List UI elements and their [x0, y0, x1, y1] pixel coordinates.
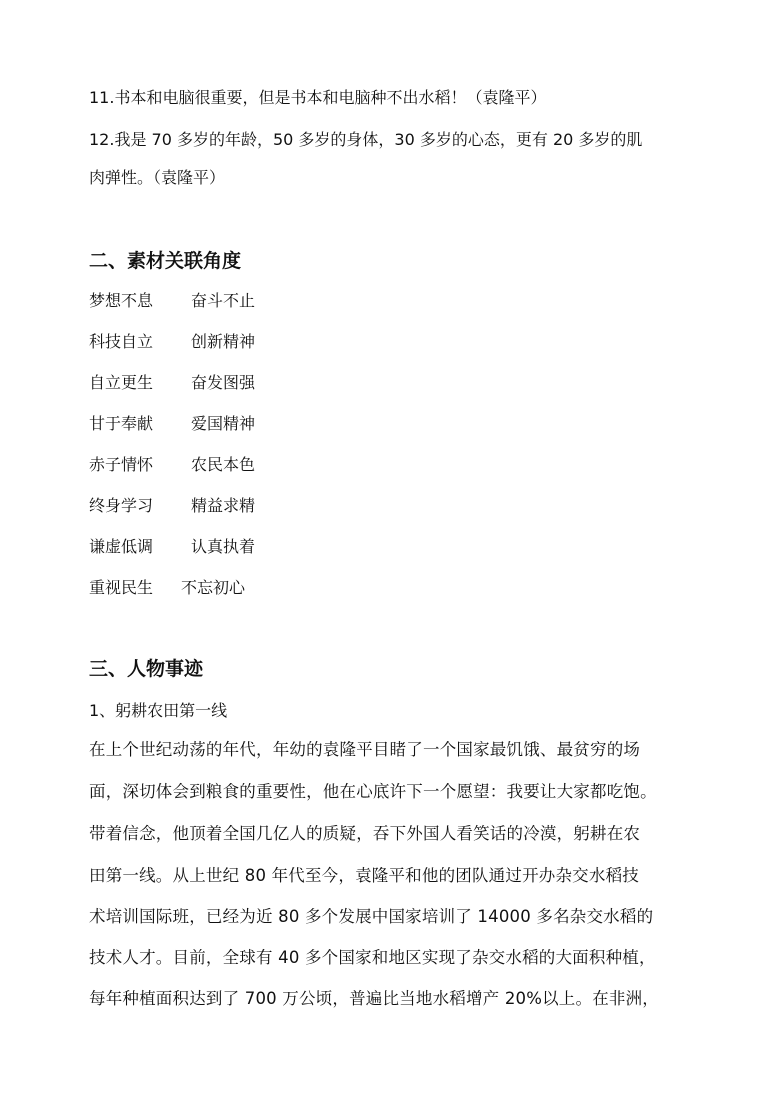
keyword-left: 谦虚低调: [89, 537, 154, 556]
keyword-left: 科技自立: [89, 332, 154, 351]
paragraph-line: 技术人才。目前，全球有 40 多个国家和地区实现了杂交水稻的大面积种植，: [89, 948, 656, 967]
section-3-heading: 三、人物事迹: [89, 658, 204, 680]
keyword-pair: [89, 414, 255, 434]
keyword-right: 创新精神: [191, 332, 256, 351]
quote-11: 11.书本和电脑很重要，但是书本和电脑种不出水稻！（袁隆平）: [89, 88, 547, 107]
paragraph-line: 术培训国际班，已经为近 80 多个发展中国家培训了 14000 多名杂交水稻的: [89, 907, 654, 926]
quote-12-line-1: 12.我是 70 多岁的年龄，50 多岁的身体，30 多岁的心态，更有 20 多岁的肌: [89, 130, 643, 149]
keyword-pair: [89, 373, 255, 393]
keyword-left: 终身学习: [89, 496, 154, 515]
keyword-pair: [89, 455, 255, 475]
paragraph-line: 田第一线。从上世纪 80 年代至今，袁隆平和他的团队通过开办杂交水稻技: [89, 866, 639, 885]
keyword-pair: [89, 291, 255, 311]
keyword-right: 认真执着: [191, 537, 256, 556]
keyword-left: 自立更生: [89, 373, 154, 392]
keyword-pair: [89, 496, 255, 516]
paragraph-line: 每年种植面积达到了 700 万公顷，普遍比当地水稻增产 20%以上。在非洲，: [89, 989, 660, 1008]
paragraph-line: 带着信念，他顶着全国几亿人的质疑，吞下外国人看笑话的冷漠，躬耕在农: [89, 824, 641, 843]
keyword-left: 重视民生: [89, 578, 154, 597]
paragraph-line: 在上个世纪动荡的年代，年幼的袁隆平目睹了一个国家最饥饿、最贫穷的场: [89, 740, 641, 759]
keyword-pair: [89, 332, 255, 352]
keyword-right: 农民本色: [191, 455, 256, 474]
keyword-right: 爱国精神: [191, 414, 256, 433]
keyword-right: 精益求精: [191, 496, 256, 515]
keyword-right: 奋发图强: [191, 373, 256, 392]
keyword-pair: [89, 537, 255, 557]
section-2-heading: 二、素材关联角度: [89, 250, 242, 272]
keyword-pair: [89, 578, 245, 598]
quote-12-line-2: 肉弹性。（袁隆平）: [89, 168, 226, 187]
keyword-right: 奋斗不止: [191, 291, 256, 310]
keyword-right: 不忘初心: [181, 578, 246, 597]
paragraph-line: 面，深切体会到粮食的重要性，他在心底许下一个愿望：我要让大家都吃饱。: [89, 782, 657, 801]
keyword-left: 甘于奉献: [89, 414, 154, 433]
keyword-left: 赤子情怀: [89, 455, 154, 474]
section-3-subtitle: 1、躬耕农田第一线: [89, 701, 228, 720]
keyword-left: 梦想不息: [89, 291, 154, 310]
